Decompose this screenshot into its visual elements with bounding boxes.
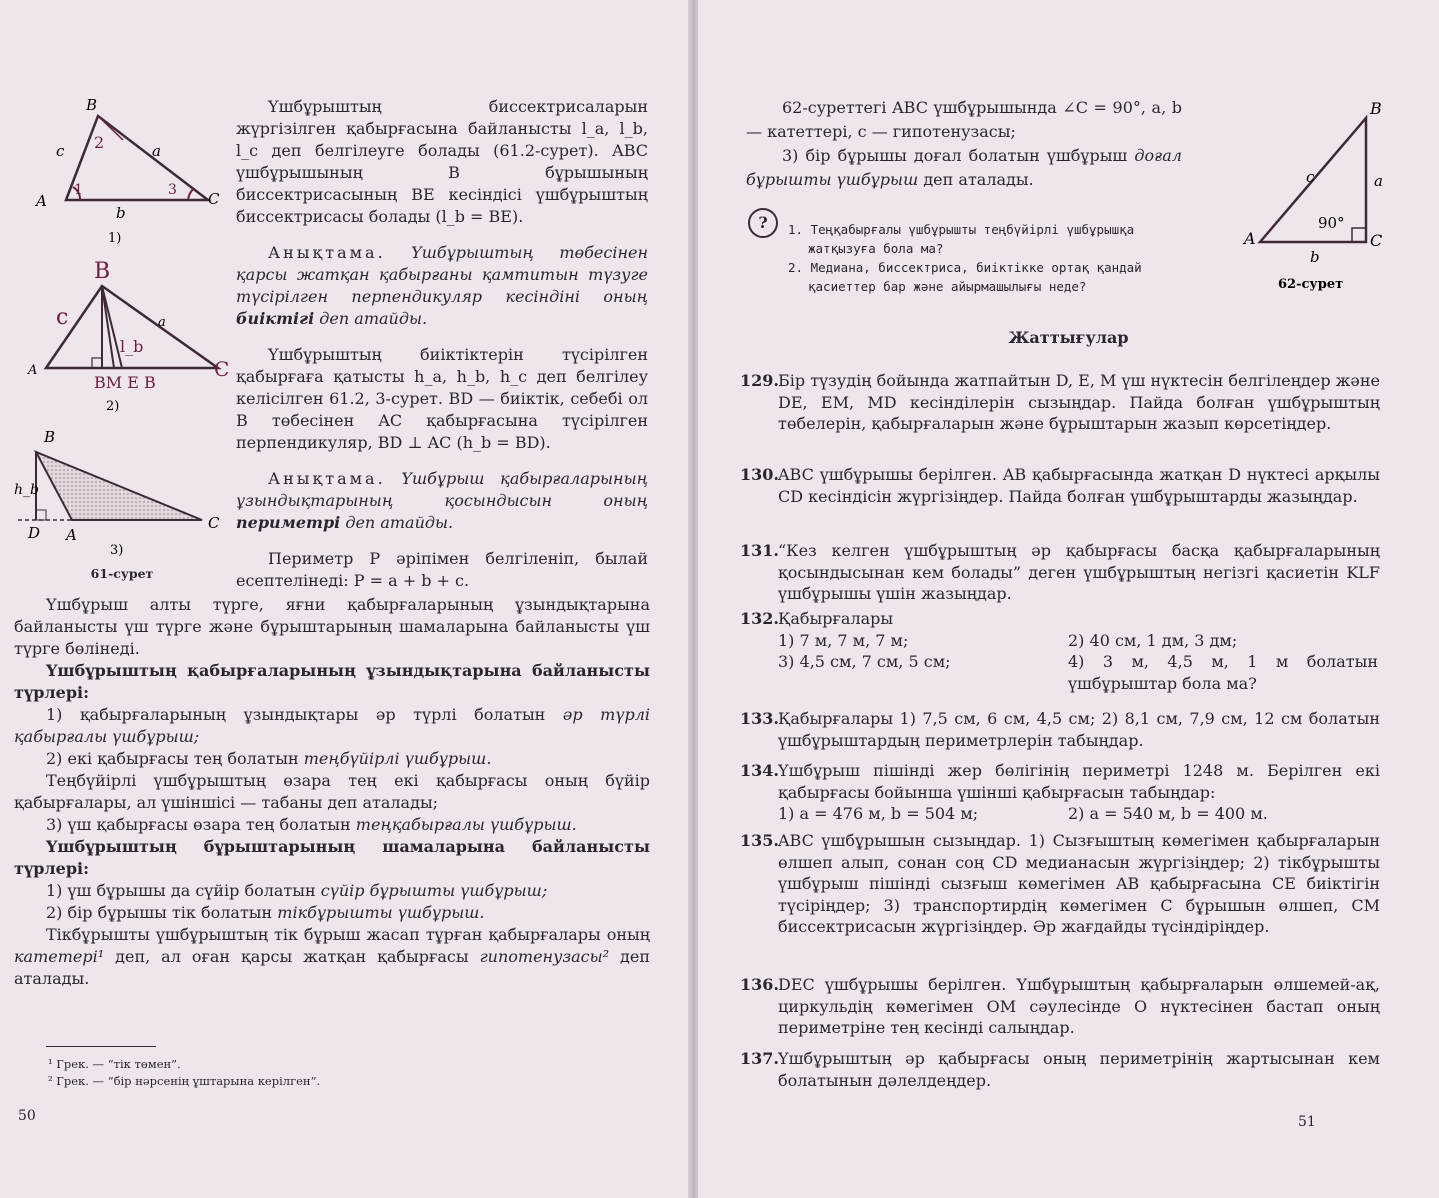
definition-height [236, 242, 648, 330]
fig-label-3: 3) [110, 543, 124, 558]
vertex-b: B [44, 428, 56, 446]
exercise-131: 131. “Кез келген үшбұрыштың әр қабырғасы басқа қабырғаларының қосындысынан кем болады” деген үшбұрыштың негізгі қасиетін KLF үшбұрышы үшін жазыңдар. [740, 541, 1380, 603]
paragraph-isosceles: Теңбүйірлі үшбұрыштың өзара тең екі қабырғасы оның бүйір қабырғалары, ал үшіншісі — табаны деп аталады; [14, 771, 650, 812]
left-full-text [14, 594, 650, 990]
definition-word: Анықтама. [268, 243, 386, 262]
questions [788, 220, 1188, 296]
paragraph-types: Үшбұрыш алты түрге, яғни қабырғаларының ұзындықтарына байланысты үш түрге және бұрыштарының шамаларына байланысты үш түрге бөлінеді. [14, 595, 650, 658]
paragraph-bisector: Үшбұрыштың биссектрисаларын жүргізілген қабырғасына байланысты l_a, l_b, l_c деп белгілеуге болады (61.2-сурет). ABC үшбұрышының B бұрышының биссектрисасының BE кесіндісі үшбұрыштың биссектрисасы болады (l_b = BE). [236, 97, 648, 226]
definition-text: Үшбұрыштың төбесінен қарсы жатқан қабырғаны қамтитын түзуге түсірілген перпендикуляр кесіндіні оның [236, 243, 648, 306]
exercise-137: 137. Үшбұрыштың әр қабырғасы оның периметрінің жартысынан кем болатынын дәлелдеңдер. [740, 1049, 1380, 1090]
definition-perimeter [236, 468, 648, 534]
left-column-text [236, 96, 648, 592]
vertex-a: A [28, 363, 38, 378]
page-number: 50 [18, 1108, 36, 1124]
paragraph-heights: Үшбұрыштың биіктіктерін түсірілген қабырғаға қатысты h_a, h_b, h_c деп белгілеу келісілген 61.2, 3-сурет. BD — биіктік, себебі ол B төбесінен AC қабырғасына түсірілген перпендикуляр, BD ⊥ AC (h_b = BD). [236, 345, 648, 452]
intro-obtuse: 3) бір бұрышы доғал болатын үшбұрыш доғал бұрышты үшбұрыш деп аталады. [746, 146, 1182, 189]
vertex-b: B [94, 259, 111, 284]
question-1: 1. Теңқабырғалы үшбұрышты теңбүйірлі үшбұрышқа жатқызуға бола ма? [788, 222, 1135, 256]
footnote-rule [46, 1046, 156, 1047]
angle-3-mark: 3 [168, 182, 177, 198]
right-angle-label: 90° [1318, 214, 1345, 232]
paragraph-perimeter-formula: Периметр P әріпімен белгіленіп, былай есептелінеді: P = a + b + c. [236, 549, 648, 590]
footnote-1: ¹ Грек. — “тік төмен”. [48, 1057, 181, 1071]
side-b: b [116, 204, 126, 222]
vertex-c: C [1370, 231, 1383, 250]
exercise-133: 133. Қабырғалары 1) 7,5 см, 6 см, 4,5 см; 2) 8,1 см, 7,9 см, 12 см болатын үшбұрыштардың периметрлерін табыңдар. [740, 709, 1380, 750]
figure-61-caption: 61-сурет [90, 566, 154, 581]
exercise-129: 129. Бір түзудің бойында жатпайтын D, E, M үш нүктесін белгілеңдер және DE, EM, MD кесінділерін сызыңдар. Пайда болған үшбұрыштың төбелерін, қабырғаларын және бұрыштарын жазып көрсетіңдер. [740, 371, 1380, 433]
vertex-a: A [1244, 229, 1256, 248]
lb-mark: l_b [120, 337, 144, 356]
figure-62-caption: 62-сурет [1278, 277, 1344, 292]
definition-text: Үшбұрыш қабырғаларының ұзындықтарының қосындысын оның [236, 469, 648, 510]
side-a: a [1374, 172, 1383, 190]
vertex-c: C [208, 190, 220, 208]
side-c: c [56, 142, 65, 160]
list-item: 1) қабырғаларының ұзындықтары әр түрлі болатын әр түрлі қабырғалы үшбұрыш; [14, 705, 651, 746]
page-number: 51 [1298, 1114, 1316, 1130]
side-a: a [158, 315, 166, 330]
exercise-130: 130. ABC үшбұрышы берілген. AB қабырғасында жатқан D нүктесі арқылы CD кесіндісін жүргізіңдер. Пайда болған үшбұрыштарды жазыңдар. [740, 465, 1380, 506]
list-item: 2) екі қабырғасы тең болатын теңбүйірлі үшбұрыш. [46, 749, 492, 768]
figure-61-2 [22, 258, 242, 418]
exercise-134: 134. Үшбұрыш пішінді жер бөлігінің периметрі 1248 м. Берілген екі қабырғасы бойынша үшінші қабырғасын табыңдар: 1) a = 476 м, b = 504 м; 2) a = 540 м, b = 400 м. [740, 761, 1380, 823]
question-icon: ? [748, 208, 778, 238]
list-item: 3) үш қабырғасы өзара тең болатын теңқабырғалы үшбұрыш. [46, 815, 577, 834]
figure-61-3 [14, 420, 244, 590]
figure-62 [1238, 96, 1428, 296]
paragraph-right-triangle: Тікбұрышты үшбұрыштың тік бұрыш жасап тұрған қабырғалары оның катетері¹ деп, ал оған қарсы жатқан қабырғасы гипотенузасы² деп аталады. [14, 925, 650, 988]
angle-2-mark: 2 [94, 133, 105, 152]
vertex-a: A [36, 192, 47, 210]
heading-angle-types: Үшбұрыштың бұрыштарының шамаларына байланысты түрлері: [14, 837, 650, 878]
fig-label-1: 1) [108, 231, 122, 246]
vertex-c: C [214, 357, 230, 381]
term-perimeter: периметрі [236, 513, 341, 532]
definition-end: деп атайды. [319, 309, 428, 328]
exercise-136: 136. DEC үшбұрышы берілген. Үшбұрыштың қабырғаларын өлшемей-ақ, циркульдің көмегімен OM сәулесінде O нүктесінен бастап оның периметріне тең кесінді салыңдар. [740, 975, 1380, 1037]
definition-word: Анықтама. [268, 469, 386, 488]
side-c: c [1306, 168, 1315, 186]
footnotes [48, 1056, 548, 1090]
definition-end: деп атайды. [345, 513, 454, 532]
list-item: 2) бір бұрышы тік болатын тікбұрышты үшбұрыш. [46, 903, 485, 922]
vertex-b: B [86, 96, 98, 114]
bottom-labels: BM E B [94, 373, 156, 392]
exercises-heading: Жаттығулар [1008, 328, 1129, 347]
intro-text [746, 96, 1182, 192]
side-c: c [56, 305, 69, 330]
exercise-135: 135. ABC үшбұрышын сызыңдар. 1) Сызғыштың көмегімен қабырғаларын өлшеп алып, сонан соң CD медианасын жүргізіңдер; 2) тікбұрышты үшбұрыш пішінді сызғыш көмегімен AB қабырғасына CE биіктігін түсіріңдер; 3) транспортирдің көмегімен C бұрышын өлшеп, CM биссектрисасын жүргізіңдер. Әр жағдайды түсіндіріңдер. [740, 831, 1380, 936]
vertex-d: D [28, 524, 41, 542]
side-a: a [152, 142, 161, 160]
left-page [0, 0, 690, 1198]
height-hb: h_b [14, 482, 39, 498]
side-b: b [1310, 248, 1320, 266]
term-height: биіктігі [236, 309, 315, 328]
exercise-132: 132. Қабырғалары 1) 7 м, 7 м, 7 м; 2) 40 см, 1 дм, 3 дм; 3) 4,5 см, 7 см, 5 см; 4) 3 м, 4,5 м, 1 м болатын үшбұрыштар бола ма? [740, 609, 1378, 693]
question-2: 2. Медиана, биссектриса, биіктікке ортақ қандай қасиеттер бар және айырмашылығы неде? [788, 260, 1142, 294]
footnote-2: ² Грек. — “бір нәрсенің ұштарына керілген”. [48, 1074, 321, 1088]
vertex-a: A [66, 526, 77, 544]
list-item: 1) үш бұрышы да сүйір болатын сүйір бұрышты үшбұрыш; [46, 881, 548, 900]
intro-paragraph: 62-суреттегі ABC үшбұрышында ∠C = 90°, a, b — катеттері, c — гипотенузасы; [746, 98, 1182, 141]
vertex-b: B [1370, 99, 1382, 118]
angle-1-mark: 1 [74, 182, 83, 198]
heading-side-types: Үшбұрыштың қабырғаларының ұзындықтарына байланысты түрлері: [14, 661, 650, 702]
figure-61-1 [28, 88, 228, 248]
fig-label-2: 2) [106, 399, 120, 414]
vertex-c: C [208, 514, 220, 532]
